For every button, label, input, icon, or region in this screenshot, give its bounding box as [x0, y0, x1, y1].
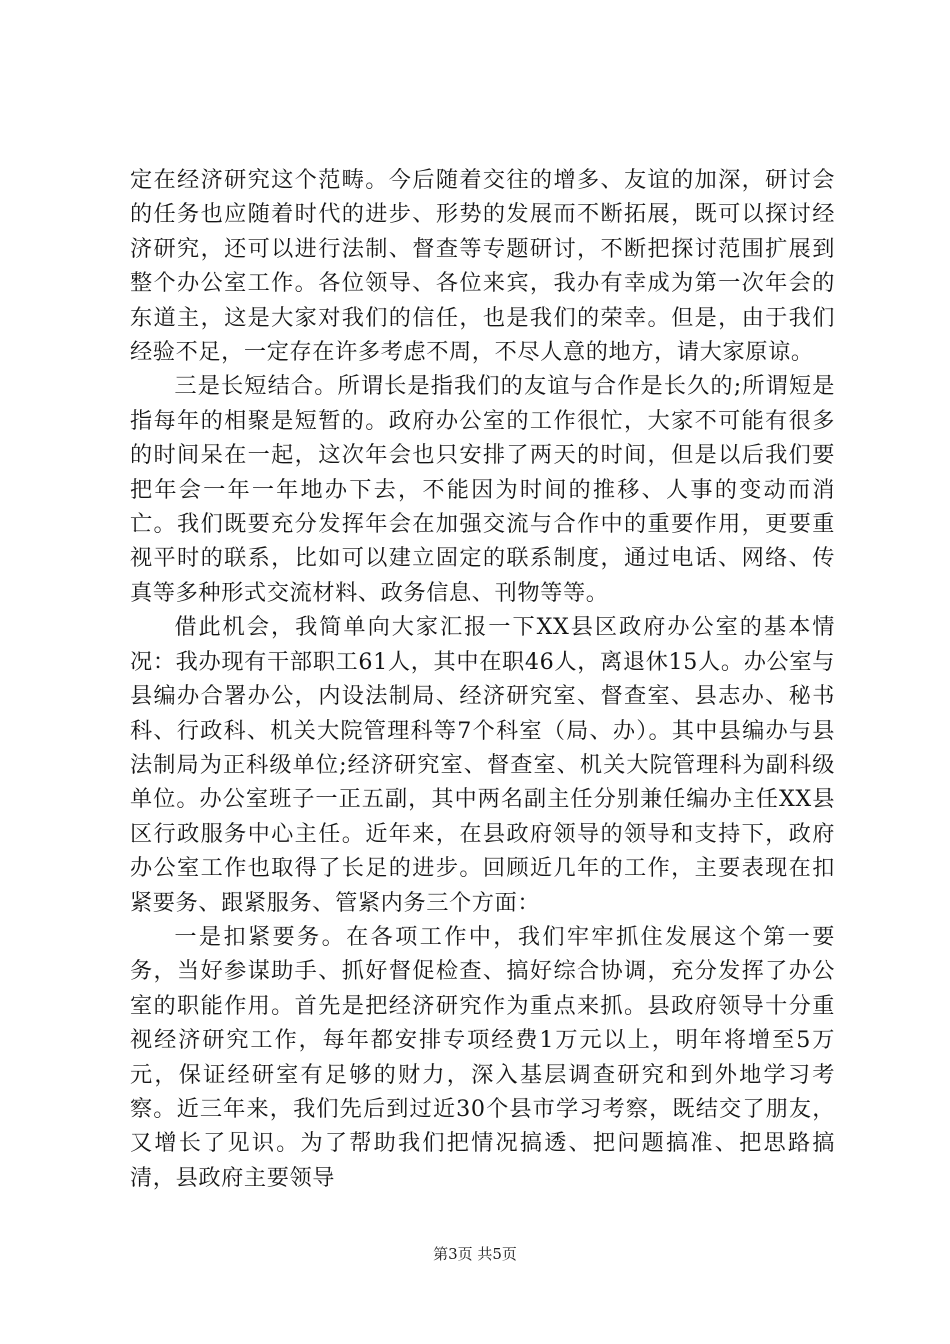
paragraph-3: 借此机会，我简单向大家汇报一下XX县区政府办公室的基本情况：我办现有干部职工61人，其中在职46人，离退休15人。办公室与县编办合署办公，内设法制局、经济研究室、督查室、县志办、秘书科、行政科、机关大院管理科等7个科室（局、办）。其中县编办与县法制局为正科级单位;经济研究室、督查室、机关大院管理科为副科级单位。办公室班子一正五副，其中两名副主任分别兼任编办主任XX县区行政服务中心主任。近年来，在县政府领导的领导和支持下，政府办公室工作也取得了长足的进步。回顾近几年的工作，主要表现在扣紧要务、跟紧服务、管紧内务三个方面： — [130, 614, 835, 916]
page-number-footer: 第3页 共5页 — [433, 1245, 517, 1263]
paragraph-4: 一是扣紧要务。在各项工作中，我们牢牢抓住发展这个第一要务，当好参谋助手、抓好督促检查、搞好综合协调，充分发挥了办公室的职能作用。首先是把经济研究作为重点来抓。县政府领导十分重视经济研究工作，每年都安排专项经费1万元以上，明年将增至5万元，保证经研室有足够的财力，深入基层调查研究和到外地学习考察。近三年来，我们先后到过近30个县市学习考察，既结交了朋友，又增长了见识。为了帮助我们把情况搞透、把问题搞准、把思路搞清，县政府主要领导 — [130, 923, 835, 1191]
paragraph-1: 定在经济研究这个范畴。今后随着交往的增多、友谊的加深，研讨会的任务也应随着时代的进步、形势的发展而不断拓展，既可以探讨经济研究，还可以进行法制、督查等专题研讨，不断把探讨范围扩展到整个办公室工作。各位领导、各位来宾，我办有幸成为第一次年会的东道主，这是大家对我们的信任，也是我们的荣幸。但是，由于我们经验不足，一定存在许多考虑不周，不尽人意的地方，请大家原谅。 — [130, 167, 835, 366]
document-body — [130, 163, 835, 1195]
paragraph-2: 三是长短结合。所谓长是指我们的友谊与合作是长久的;所谓短是指每年的相聚是短暂的。政府办公室的工作很忙，大家不可能有很多的时间呆在一起，这次年会也只安排了两天的时间，但是以后我们要把年会一年一年地办下去，不能因为时间的推移、人事的变动而消亡。我们既要充分发挥年会在加强交流与合作中的重要作用，更要重视平时的联系，比如可以建立固定的联系制度，通过电话、网络、传真等多种形式交流材料、政务信息、刊物等等。 — [130, 373, 835, 606]
